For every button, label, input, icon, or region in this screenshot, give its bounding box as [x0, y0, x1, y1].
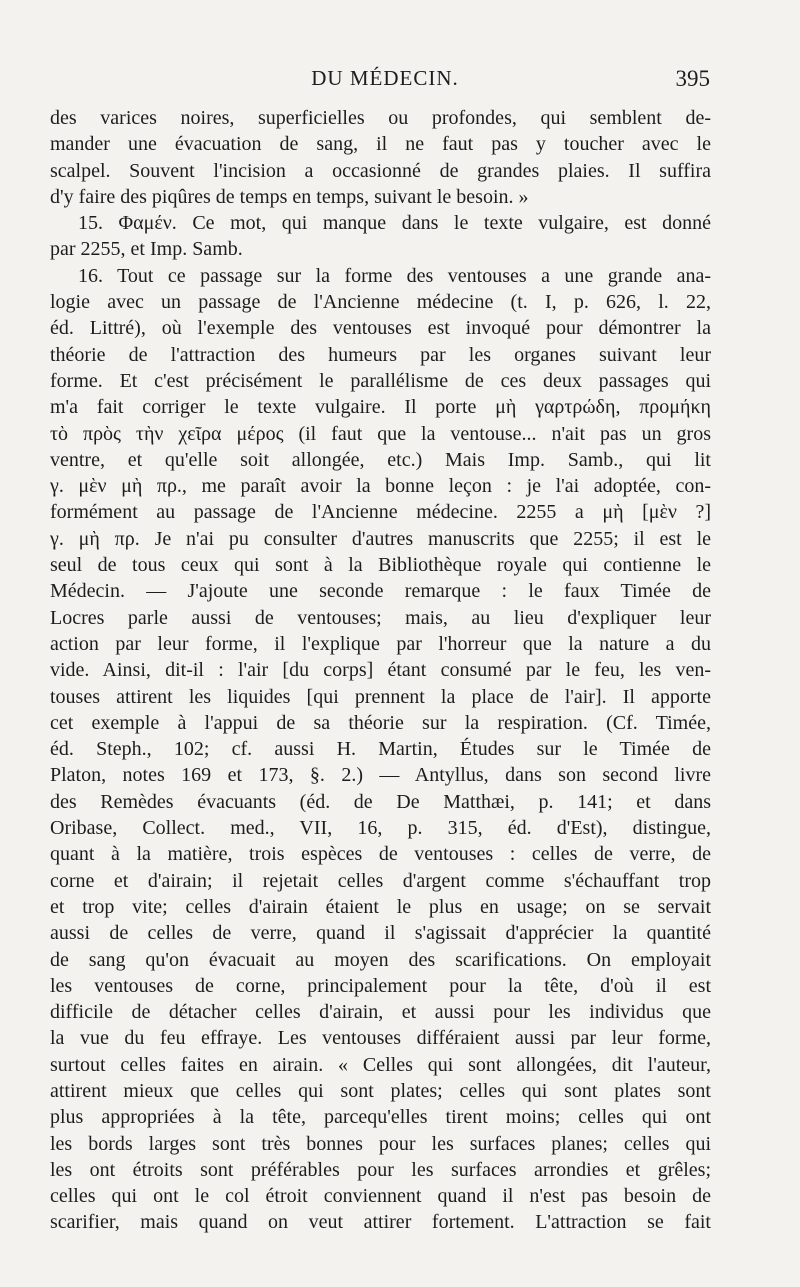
- text-line: les ventouses de corne, principalement pour la tête, d'où il est: [50, 974, 711, 997]
- text-line: d'y faire des piqûres de temps en temps, suivant le besoin. »: [50, 185, 529, 208]
- text-line: forme. Et c'est précisément le parallélisme de ces deux passages qui: [50, 369, 711, 392]
- text-line: γ. μὴ πρ. Je n'ai pu consulter d'autres manuscrits que 2255; il est le: [50, 527, 711, 550]
- text-line: attirent mieux que celles qui sont plates; celles qui sont plates sont: [50, 1079, 711, 1102]
- text-line: des Remèdes évacuants (éd. de De Matthæi, p. 141; et dans: [50, 790, 711, 813]
- text-line: de sang qu'on évacuait au moyen des scarifications. On employait: [50, 948, 711, 971]
- note-16-line: 16. Tout ce passage sur la forme des ventouses a une grande ana-: [78, 264, 711, 287]
- text-line: formément au passage de l'Ancienne médecine. 2255 a μὴ [μὲν ?]: [50, 501, 711, 524]
- text-line: ventre, et qu'elle soit allongée, etc.) Mais Imp. Samb., qui lit: [50, 448, 711, 471]
- text-line: celles qui ont le col étroit conviennent quand il n'est pas besoin de: [50, 1185, 711, 1208]
- text-line: la vue du feu effraye. Les ventouses différaient aussi par leur forme,: [50, 1027, 711, 1050]
- text-line: et trop vite; celles d'airain étaient le plus en usage; on se servait: [50, 895, 711, 918]
- text-line: touses attirent les liquides [qui prennent la place de l'air]. Il apporte: [50, 685, 711, 708]
- text-line: Locres parle aussi de ventouses; mais, au lieu d'expliquer leur: [50, 606, 711, 629]
- text-line: corne et d'airain; il rejetait celles d'argent comme s'échauffant trop: [50, 869, 711, 892]
- text-line: scarifier, mais quand on veut attirer fortement. L'attraction se fait: [50, 1211, 711, 1234]
- text-line: plus appropriées à la tête, parcequ'elles tirent moins; celles qui ont: [50, 1106, 711, 1129]
- text-line: action par leur forme, il l'explique par l'horreur que la nature a du: [50, 632, 711, 655]
- text-line: des varices noires, superficielles ou profondes, qui semblent de-: [50, 107, 711, 129]
- text-line: logie avec un passage de l'Ancienne médecine (t. I, p. 626, l. 22,: [50, 291, 711, 314]
- text-line: théorie de l'attraction des humeurs par les organes suivant leur: [50, 343, 711, 366]
- text-line: m'a fait corriger le texte vulgaire. Il porte μὴ γαρτρώδη, προμήκη: [50, 396, 711, 419]
- page-header: [60, 66, 710, 102]
- text-line: éd. Steph., 102; cf. aussi H. Martin, Études sur le Timée de: [50, 738, 711, 761]
- running-head: DU MÉDECIN.: [311, 66, 459, 90]
- text-line: mander une évacuation de sang, il ne faut pas y toucher avec le: [50, 133, 711, 156]
- body-text: [50, 105, 711, 1236]
- text-line: quant à la matière, trois espèces de ventouses : celles de verre, de: [50, 843, 711, 866]
- text-line: cet exemple à l'appui de sa théorie sur la respiration. (Cf. Timée,: [50, 711, 711, 734]
- page-number: 395: [675, 66, 710, 91]
- text-line: surtout celles faites en airain. « Celles qui sont allongées, dit l'auteur,: [50, 1053, 711, 1076]
- text-line: par 2255, et Imp. Samb.: [50, 238, 243, 261]
- text-line: les bords larges sont très bonnes pour les surfaces planes; celles qui: [50, 1132, 711, 1155]
- text-line: τὸ πρὸς τὴν χεῖρα μέρος (il faut que la ventouse... n'ait pas un gros: [50, 422, 711, 445]
- text-line: Oribase, Collect. med., VII, 16, p. 315, éd. d'Est), distingue,: [50, 817, 711, 840]
- text-line: Platon, notes 169 et 173, §. 2.) — Antyllus, dans son second livre: [50, 764, 711, 787]
- text-line: aussi de celles de verre, quand il s'agissait d'apprécier la quantité: [50, 922, 711, 945]
- text-line: scalpel. Souvent l'incision a occasionné de grandes plaies. Il suffira: [50, 159, 711, 182]
- text-line: difficile de détacher celles d'airain, et aussi pour les individus que: [50, 1001, 711, 1024]
- text-line: vide. Ainsi, dit-il : l'air [du corps] étant consumé par le feu, les ven-: [50, 659, 711, 682]
- note-15-line: 15. Φαμέν. Ce mot, qui manque dans le texte vulgaire, est donné: [78, 212, 711, 235]
- text-line: γ. μὲν μὴ πρ., me paraît avoir la bonne leçon : je l'ai adoptée, con-: [50, 475, 711, 498]
- text-line: les ont étroits sont préférables pour les surfaces arrondies et grêles;: [50, 1158, 711, 1181]
- text-line: éd. Littré), où l'exemple des ventouses est invoqué pour démontrer la: [50, 317, 711, 340]
- text-line: seul de tous ceux qui sont à la Bibliothèque royale qui contienne le: [50, 554, 711, 577]
- text-line: Médecin. — J'ajoute une seconde remarque : le faux Timée de: [50, 580, 711, 603]
